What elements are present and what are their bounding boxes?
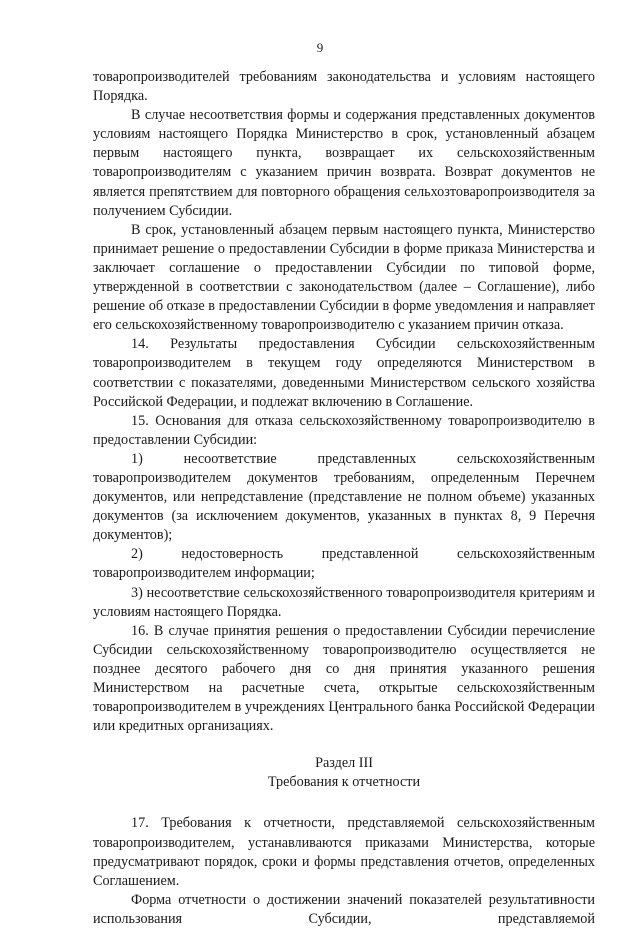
section-title: Требования к отчетности: [267, 774, 421, 791]
list-item: 1) несоответствие представленных сельскохозяйственным товаропроизводителем документов требованиям, определенным Перечнем документов, или непредставление (представление не полном объеме) указанных документов (за исключением документов, указанных в пунктах 8, 9 Перечня документов);: [93, 450, 595, 544]
list-item: 3) несоответствие сельскохозяйственного товаропроизводителя критериям и условиям настоящего Порядка.: [93, 584, 595, 620]
paragraph: 17. Требования к отчетности, представляемой сельскохозяйственным товаропроизводителем, устанавливаются приказами Министерства, которые предусматривают порядок, сроки и формы представления отчетов, определенных Соглашением.: [93, 815, 595, 889]
list-item: 2) недостоверность представленной сельскохозяйственным товаропроизводителем информации;: [93, 546, 595, 582]
paragraph: 14. Результаты предоставления Субсидии сельскохозяйственным товаропроизводителем в текущем году определяются Министерством в соответствии с показателями, доведенными Министерством сельского хозяйства Российской Федерации, и подлежат включению в Соглашение.: [93, 336, 595, 410]
document-body: [93, 68, 595, 929]
page-number: 9: [316, 40, 324, 55]
paragraph: 15. Основания для отказа сельскохозяйственному товаропроизводителю в предоставлении Субсидии:: [93, 412, 595, 448]
paragraph: В случае несоответствия формы и содержания представленных документов условиям настоящего Порядка Министерство в срок, установленный абзацем первым настоящего пункта, возвращает их сельскохозяйственным товаропроизводителям с указанием причин возврата. Возврат документов не является препятствием для повторного обращения сельхозтоваропроизводителя за получением Субсидии.: [93, 107, 595, 219]
paragraph: товаропроизводителей требованиям законодательства и условиям настоящего Порядка.: [93, 69, 595, 105]
section-number: Раздел III: [315, 755, 373, 772]
paragraph: В срок, установленный абзацем первым настоящего пункта, Министерство принимает решение о предоставлении Субсидии в форме приказа Министерства и заключает соглашение о предоставлении Субсидии по типовой форме, утвержденной в соответствии с законодательством (далее – Соглашение), либо решение об отказе в предоставлении Субсидии в форме уведомления и направляет его сельскохозяйственному товаропроизводителю с указанием причин отказа.: [93, 221, 595, 334]
paragraph: 16. В случае принятия решения о предоставлении Субсидии перечисление Субсидии сельскохозяйственному товаропроизводителю осуществляется не позднее десятого рабочего дня со дня принятия указанного решения Министерством на расчетные счета, открытые сельскохозяйственным товаропроизводителем в учреждениях Центрального банка Российской Федерации или кредитных организациях.: [93, 622, 595, 735]
paragraph: Форма отчетности о достижении значений показателей результативности использования Субсидии, представляемой: [93, 891, 595, 927]
